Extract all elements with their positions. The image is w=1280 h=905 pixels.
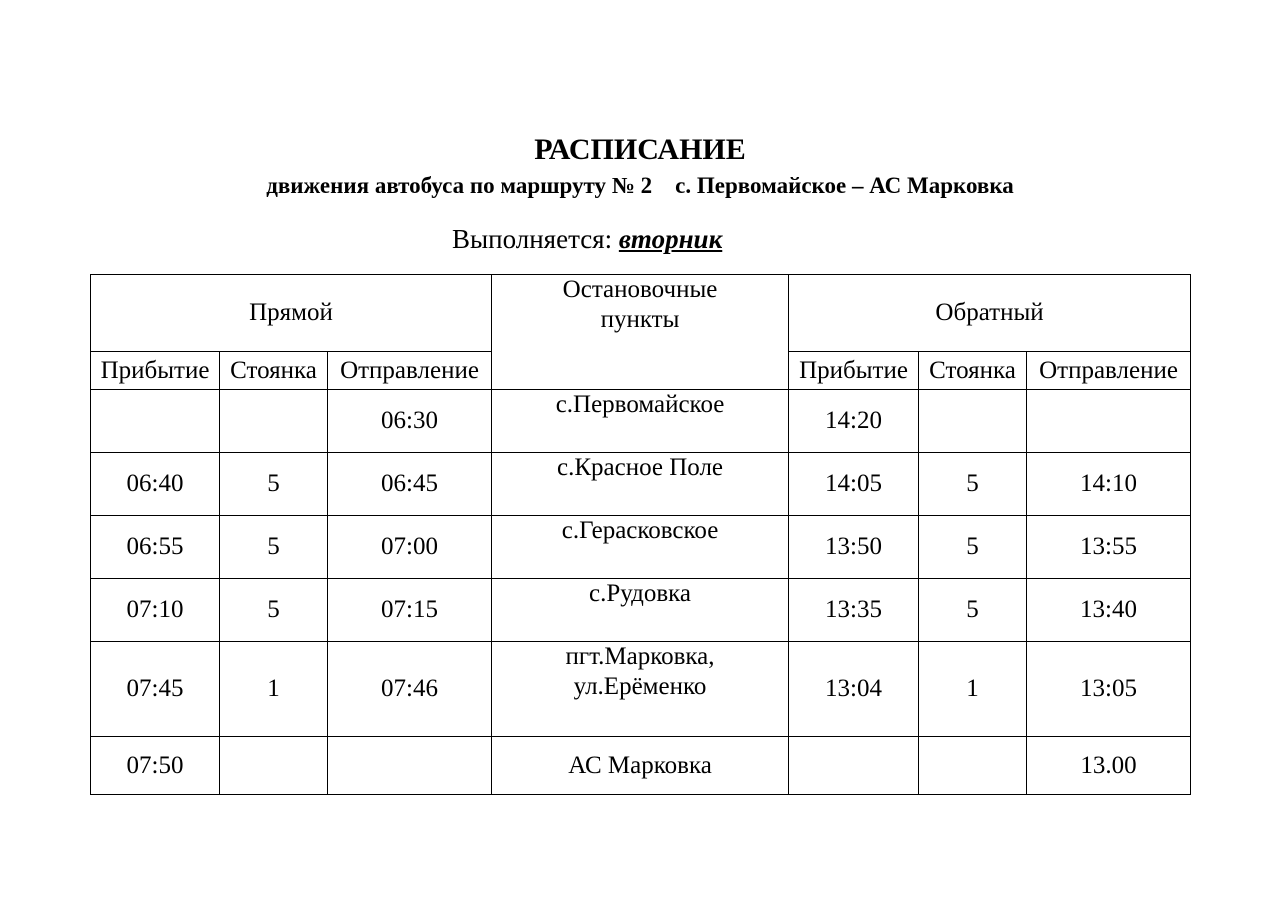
stop-name-line1: пгт.Марковка, [565, 643, 715, 670]
stops-header-line2: пункты [600, 306, 680, 333]
reverse-stop-cell [919, 390, 1027, 453]
direct-stop-cell [220, 390, 328, 453]
reverse-departure-cell [1027, 390, 1191, 453]
direct-stop-cell [220, 737, 328, 795]
direct-departure-cell: 07:46 [328, 642, 492, 737]
table-row [91, 579, 1191, 642]
stop-name-cell [492, 516, 789, 579]
reverse-departure-cell: 13:55 [1027, 516, 1191, 579]
reverse-arrival-cell: 14:20 [789, 390, 919, 453]
direct-arrival-cell: 06:40 [91, 453, 220, 516]
stop-name-line1: с.Герасковское [561, 517, 719, 544]
table-row [91, 390, 1191, 453]
reverse-departure-cell: 13.00 [1027, 737, 1191, 795]
stop-name-cell [492, 390, 789, 453]
stops-header-line1: Остановочные [562, 276, 718, 303]
reverse-departure-cell: 14:10 [1027, 453, 1191, 516]
direct-arrival-cell: 07:50 [91, 737, 220, 795]
direct-arrival-cell: 07:10 [91, 579, 220, 642]
direct-arrival-cell [91, 390, 220, 453]
route-subtitle: движения автобуса по маршруту № 2 с. Первомайское – АС Марковка [266, 173, 1014, 198]
schedule-table [90, 274, 1191, 795]
group-header-row [91, 275, 1191, 352]
direct-arrival-cell: 06:55 [91, 516, 220, 579]
reverse-departure-cell: 13:05 [1027, 642, 1191, 737]
runs-label: Выполняется: [452, 224, 613, 254]
stop-name-cell [492, 642, 789, 737]
stop-name-line1: АС Марковка [568, 751, 712, 779]
reverse-departure-cell: 13:40 [1027, 579, 1191, 642]
reverse-stop-header: Стоянка [919, 352, 1027, 390]
runs-day: вторник [618, 224, 723, 254]
reverse-stop-cell: 5 [919, 516, 1027, 579]
direct-header: Прямой [91, 275, 492, 352]
reverse-header: Обратный [789, 275, 1191, 352]
direct-departure-cell: 06:45 [328, 453, 492, 516]
direct-departure-cell [328, 737, 492, 795]
reverse-arrival-cell: 14:05 [789, 453, 919, 516]
reverse-stop-cell: 5 [919, 453, 1027, 516]
reverse-arrival-cell: 13:35 [789, 579, 919, 642]
direct-departure-cell: 07:15 [328, 579, 492, 642]
stop-name-cell [492, 453, 789, 516]
stop-name-line1: с.Красное Поле [556, 454, 724, 481]
direct-arrival-header: Прибытие [91, 352, 220, 390]
table-row [91, 642, 1191, 737]
reverse-arrival-cell [789, 737, 919, 795]
document-title: РАСПИСАНИЕ [534, 133, 746, 166]
direct-stop-header: Стоянка [220, 352, 328, 390]
reverse-arrival-cell: 13:50 [789, 516, 919, 579]
reverse-departure-header: Отправление [1027, 352, 1191, 390]
table-row [91, 516, 1191, 579]
stops-header [492, 275, 789, 390]
reverse-stop-cell: 5 [919, 579, 1027, 642]
direct-departure-cell: 07:00 [328, 516, 492, 579]
runs-line [452, 222, 722, 256]
direct-stop-cell: 5 [220, 516, 328, 579]
direct-departure-cell: 06:30 [328, 390, 492, 453]
stop-name-cell [492, 737, 789, 795]
reverse-stop-cell: 1 [919, 642, 1027, 737]
direct-stop-cell: 1 [220, 642, 328, 737]
reverse-arrival-cell: 13:04 [789, 642, 919, 737]
direct-stop-cell: 5 [220, 453, 328, 516]
table-row [91, 737, 1191, 795]
stop-name-line1: с.Первомайское [555, 391, 725, 418]
direct-arrival-cell: 07:45 [91, 642, 220, 737]
direct-departure-header: Отправление [328, 352, 492, 390]
stop-name-line2: ул.Ерёменко [573, 673, 707, 700]
stop-name-line1: с.Рудовка [588, 580, 692, 607]
stop-name-cell [492, 579, 789, 642]
reverse-arrival-header: Прибытие [789, 352, 919, 390]
reverse-stop-cell [919, 737, 1027, 795]
table-row [91, 453, 1191, 516]
direct-stop-cell: 5 [220, 579, 328, 642]
